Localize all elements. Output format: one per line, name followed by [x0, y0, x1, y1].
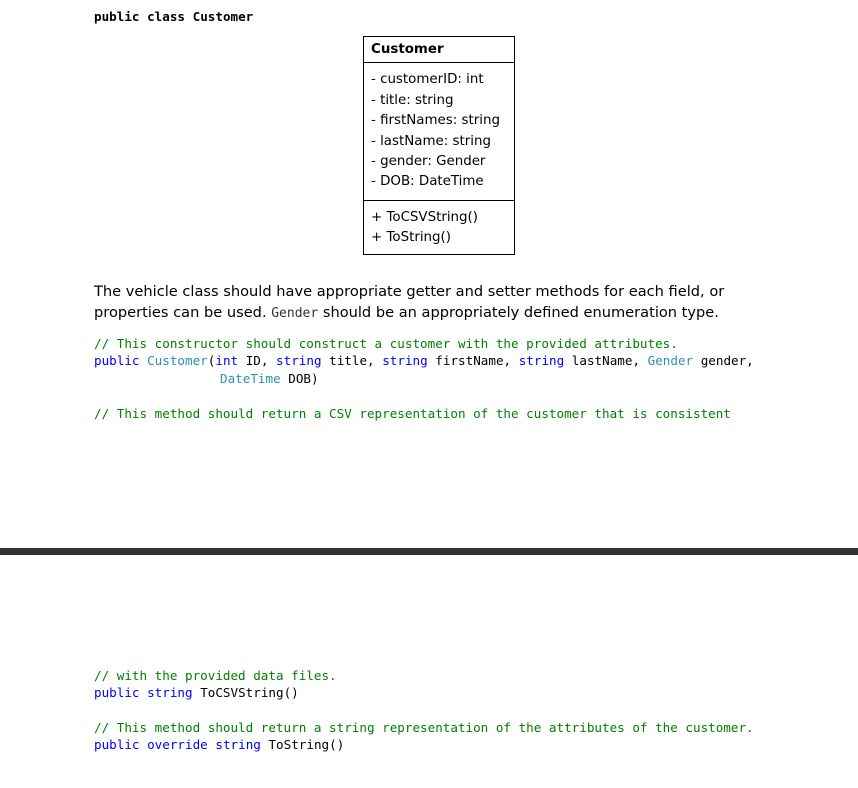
code-type-name: Gender — [647, 353, 694, 368]
code-text: firstName, — [427, 353, 519, 368]
code-text: title, — [321, 353, 383, 368]
code-text: gender, — [693, 353, 754, 368]
code-text: lastName, — [564, 353, 648, 368]
class-declaration-heading — [94, 8, 253, 25]
constructor-comment: // This constructor should construct a customer with the provided attributes. — [94, 336, 678, 351]
uml-field: - DOB: DateTime — [371, 174, 484, 190]
uml-class-name: Customer — [364, 37, 514, 63]
uml-class-diagram — [363, 36, 515, 255]
csv-method-comment-line-1: // This method should return a CSV representation of the customer that is consistent — [94, 406, 731, 421]
paragraph-text-1: The vehicle class should have appropriate getter and setter methods for each field, or properties can be used. — [94, 283, 725, 321]
csv-method-signature — [94, 684, 299, 701]
uml-field: - title: string — [371, 92, 454, 108]
code-keyword: int — [215, 353, 239, 368]
uml-fields-section — [364, 63, 514, 200]
constructor-signature-line-2 — [220, 370, 319, 387]
uml-field: - lastName: string — [371, 133, 491, 149]
uml-field: - gender: Gender — [371, 154, 486, 170]
uml-methods-section — [364, 201, 514, 254]
csv-method-comment-line-2: // with the provided data files. — [94, 668, 337, 683]
heading-class-name: Customer — [192, 9, 254, 24]
paragraph-text-2: should be an appropriately defined enumeration type. — [318, 304, 719, 321]
code-type-name: DateTime — [220, 371, 281, 386]
code-keyword: public — [94, 737, 140, 752]
description-paragraph — [94, 281, 794, 324]
code-method-name: ToString() — [268, 737, 345, 752]
code-keyword: override — [147, 737, 208, 752]
uml-method: + ToCSVString() — [371, 209, 478, 225]
uml-method: + ToString() — [371, 230, 451, 246]
code-keyword: string — [518, 353, 565, 368]
code-keyword: string — [215, 737, 261, 752]
code-text: ( — [207, 353, 216, 368]
tostring-method-signature — [94, 736, 344, 753]
code-text: DOB) — [280, 371, 319, 386]
heading-keyword-public: public — [94, 9, 140, 24]
code-keyword: string — [147, 685, 193, 700]
inline-code-gender: Gender — [271, 306, 319, 321]
uml-field: - customerID: int — [371, 72, 484, 88]
code-keyword: string — [382, 353, 428, 368]
uml-field: - firstNames: string — [371, 113, 500, 129]
code-text: ID, — [238, 353, 277, 368]
code-method-name: ToCSVString() — [200, 685, 299, 700]
code-keyword: string — [276, 353, 322, 368]
page-break-divider — [0, 548, 858, 555]
heading-keyword-class: class — [147, 9, 186, 24]
constructor-signature-line-1 — [94, 352, 754, 369]
code-keyword: public — [94, 685, 140, 700]
tostring-method-comment: // This method should return a string representation of the attributes of the customer. — [94, 720, 754, 735]
code-type-name: Customer — [147, 353, 208, 368]
code-keyword: public — [94, 353, 140, 368]
